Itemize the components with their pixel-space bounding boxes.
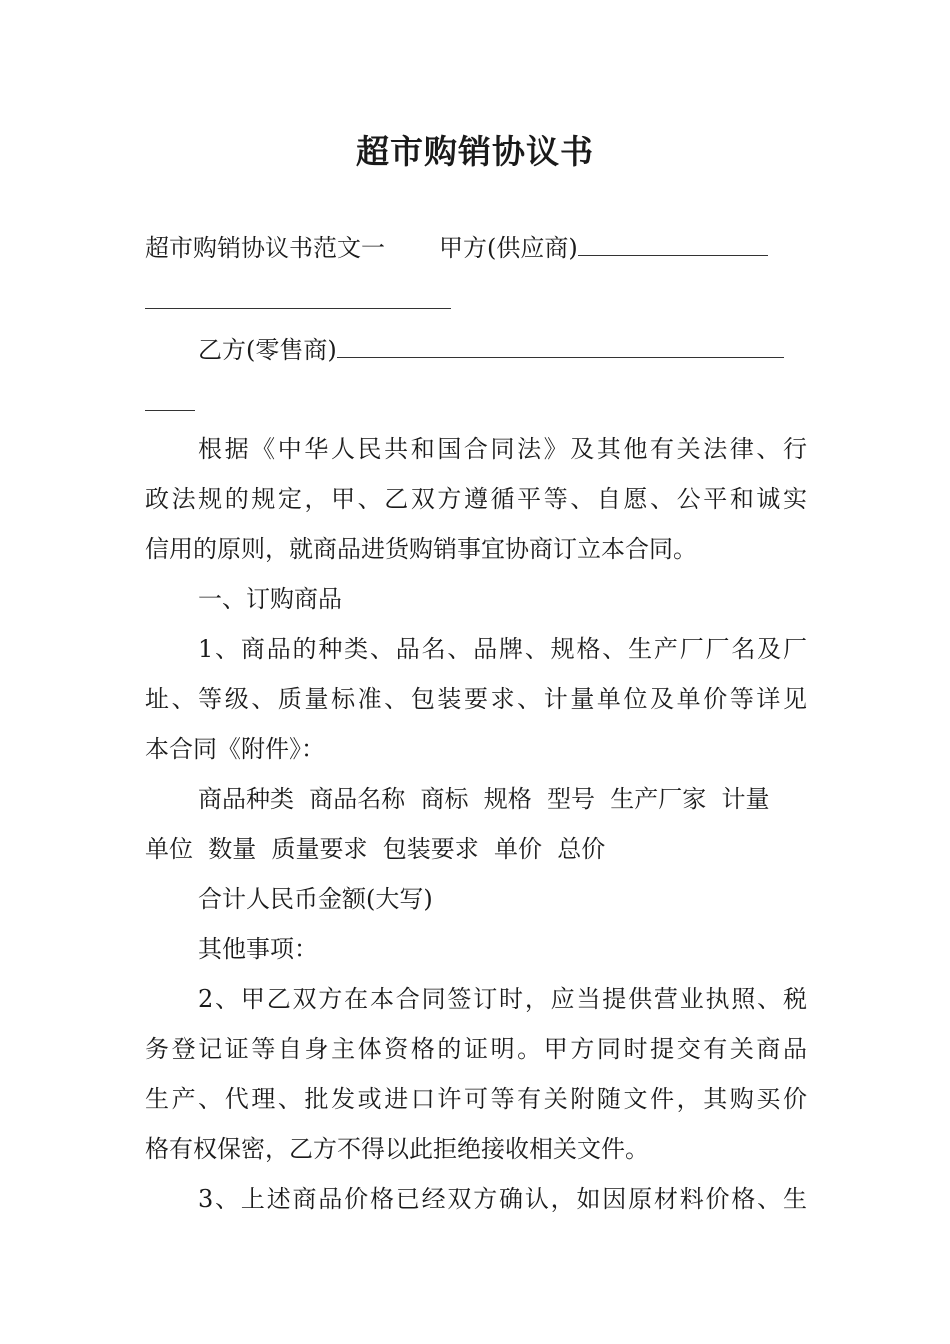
paragraph-line: 信用的原则，就商品进货购销事宜协商订立本合同。 <box>145 535 697 563</box>
paragraph-line: 格有权保密，乙方不得以此拒绝接收相关文件。 <box>145 1135 649 1163</box>
attachment-columns-line: 商品种类 商品名称 商标 规格 型号 生产厂家 计量 <box>198 785 770 813</box>
paragraph-line: 址、等级、质量标准、包装要求、计量单位及单价等详见 <box>145 685 807 713</box>
paragraph-line: 本合同《附件》： <box>145 735 325 763</box>
paragraph-line: 生产、代理、批发或进口许可等有关附随文件，其购买价 <box>145 1085 807 1113</box>
party-b-label: 乙方(零售商) <box>198 336 337 364</box>
party-b-blank-continued <box>145 410 195 411</box>
total-amount-line: 合计人民币金额(大写) <box>198 885 433 913</box>
paragraph-line: 3、上述商品价格已经双方确认，如因原材料价格、生 <box>198 1185 807 1213</box>
paragraph-line: 1、商品的种类、品名、品牌、规格、生产厂厂名及厂 <box>198 635 807 663</box>
paragraph-line: 政法规的规定，甲、乙双方遵循平等、自愿、公平和诚实 <box>145 485 807 513</box>
section-heading: 一、订购商品 <box>198 585 342 613</box>
paragraph-line: 务登记证等自身主体资格的证明。甲方同时提交有关商品 <box>145 1035 807 1063</box>
sample-label: 超市购销协议书范文一 <box>145 234 385 262</box>
party-a-blank <box>578 233 768 256</box>
paragraph-line: 根据《中华人民共和国合同法》及其他有关法律、行 <box>198 435 807 463</box>
party-a-blank-continued <box>145 308 451 309</box>
other-matters-line: 其他事项： <box>198 935 318 963</box>
attachment-columns-line: 单位 数量 质量要求 包装要求 单价 总价 <box>145 835 606 863</box>
paragraph-line: 2、甲乙双方在本合同签订时，应当提供营业执照、税 <box>198 985 807 1013</box>
header-line <box>145 233 807 263</box>
party-a-label: 甲方(供应商) <box>439 234 578 262</box>
party-b-blank <box>337 335 784 358</box>
document-title: 超市购销协议书 <box>356 132 594 171</box>
party-b-line <box>198 335 807 365</box>
